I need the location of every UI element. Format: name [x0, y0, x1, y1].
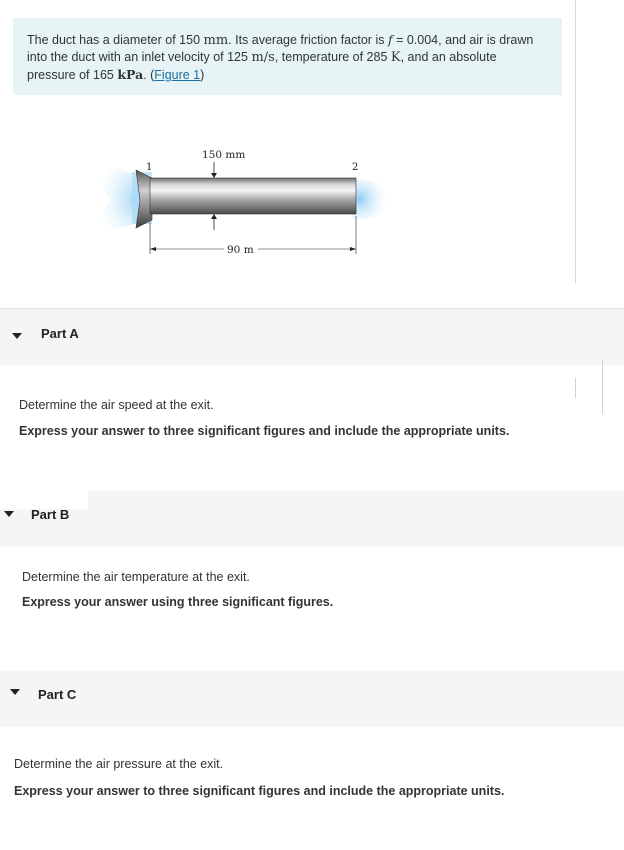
part-a-label: Part A — [41, 326, 79, 341]
part-b-instruction: Express your answer using three significant figures. — [22, 595, 334, 609]
point-2-label: 2 — [352, 162, 359, 173]
unit-mm: mm — [203, 33, 229, 48]
part-a-question: Determine the air speed at the exit. — [19, 398, 214, 412]
part-c-question: Determine the air pressure at the exit. — [14, 757, 224, 771]
caret-down-icon — [12, 333, 22, 339]
unit-k: K — [390, 50, 401, 65]
problem-text: , and an absolute pressure of 165 — [27, 50, 497, 82]
side-marker — [575, 378, 576, 398]
part-a-instruction: Express your answer to three significant figures and include the appropriate units. — [19, 424, 510, 438]
part-a-header[interactable] — [0, 308, 624, 365]
duct-figure — [80, 140, 410, 270]
side-marker — [602, 360, 603, 414]
caret-down-icon — [10, 689, 20, 695]
caret-down-icon — [4, 511, 14, 517]
point-1-label: 1 — [146, 162, 153, 173]
panel-divider — [575, 0, 576, 283]
friction-symbol: f — [387, 32, 393, 47]
problem-text: ) — [200, 68, 205, 82]
outlet-air-flow — [352, 178, 392, 220]
diameter-label: 150 mm — [202, 149, 246, 161]
part-b-label: Part B — [31, 507, 70, 522]
part-c-header[interactable] — [0, 671, 624, 727]
duct-pipe — [150, 178, 356, 214]
problem-text: . ( — [143, 68, 155, 82]
problem-text: The duct has a diameter of 150 — [27, 33, 204, 47]
problem-text: , temperature of 285 — [274, 50, 391, 64]
part-b-header[interactable] — [0, 491, 624, 547]
part-c-label: Part C — [38, 687, 77, 702]
part-c-instruction: Express your answer to three significant figures and include the appropriate units. — [14, 784, 505, 798]
problem-text: = 0.004, and air is drawn into the duct with an inlet velocity of 125 — [27, 33, 534, 64]
problem-statement — [13, 18, 562, 95]
part-b-question: Determine the air temperature at the exit. — [22, 570, 250, 584]
figure-link[interactable]: Figure 1 — [154, 68, 201, 82]
unit-ms: m/s — [251, 50, 275, 65]
unit-kpa: kPa — [117, 67, 144, 82]
length-label: 90 m — [227, 244, 254, 256]
problem-text: . Its average friction factor is — [228, 33, 388, 47]
